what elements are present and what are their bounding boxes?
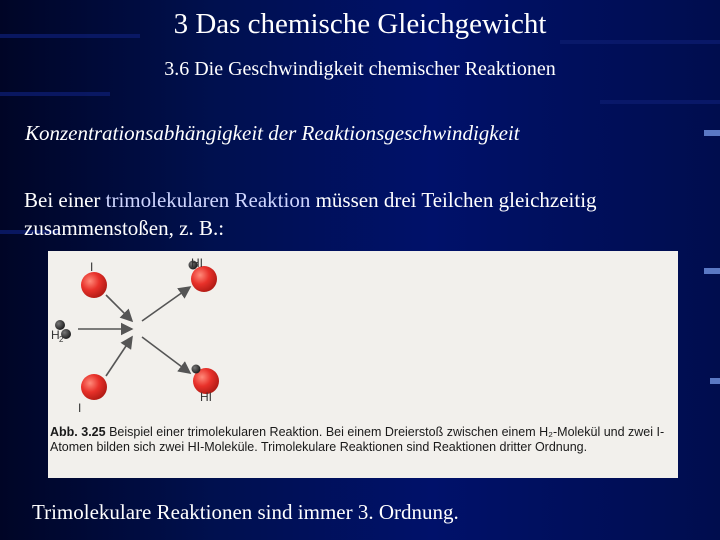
reaction-figure <box>48 251 678 478</box>
para-highlight: trimolekularen Reaktion <box>105 188 311 212</box>
decorative-mark <box>710 378 720 384</box>
figure-caption <box>50 425 670 455</box>
section-heading: Konzentrationsabhängigkeit der Reaktionsgeschwindigkeit <box>25 121 520 145</box>
arrow-hi-bottom <box>142 337 190 373</box>
label-hi-bottom: HI <box>200 390 212 404</box>
body-paragraph <box>24 186 704 242</box>
decorative-mark <box>704 130 720 136</box>
iodine-atom-bottom <box>81 374 107 400</box>
label-h2-sub: 2 <box>59 335 64 344</box>
arrow-i-top <box>106 295 132 321</box>
para-text-post: müssen drei Teilchen gleichzeitig zusammenstoßen, z. B.: <box>24 188 597 240</box>
decorative-mark <box>704 268 720 274</box>
label-hi-top: HI <box>191 256 203 270</box>
arrow-i-bottom <box>106 337 132 376</box>
label-i-top: I <box>90 260 94 274</box>
slide-subtitle: 3.6 Die Geschwindigkeit chemischer Reaktionen <box>164 58 556 80</box>
caption-text: Beispiel einer trimolekularen Reaktion. Bei einem Dreierstoß zwischen einem H₂-Molekül und zwei I-Atomen bilden sich zwei HI-Moleküle. Trimolekulare Reaktionen sind Reaktionen dritter Ordnung. <box>50 425 665 454</box>
background-streak <box>0 92 110 96</box>
slide-title: 3 Das chemische Gleichgewicht <box>173 8 547 40</box>
para-text-pre: Bei einer <box>24 188 106 212</box>
background-streak <box>600 100 720 104</box>
caption-number: Abb. 3.25 <box>50 425 106 439</box>
footer-statement: Trimolekulare Reaktionen sind immer 3. Ordnung. <box>32 500 459 524</box>
arrow-hi-top <box>142 287 190 321</box>
hi-hydrogen-bottom <box>192 365 201 374</box>
iodine-atom-top <box>81 272 107 298</box>
reaction-diagram <box>48 251 678 426</box>
label-i-bottom: I <box>78 401 82 415</box>
label-h2: H <box>51 328 60 342</box>
